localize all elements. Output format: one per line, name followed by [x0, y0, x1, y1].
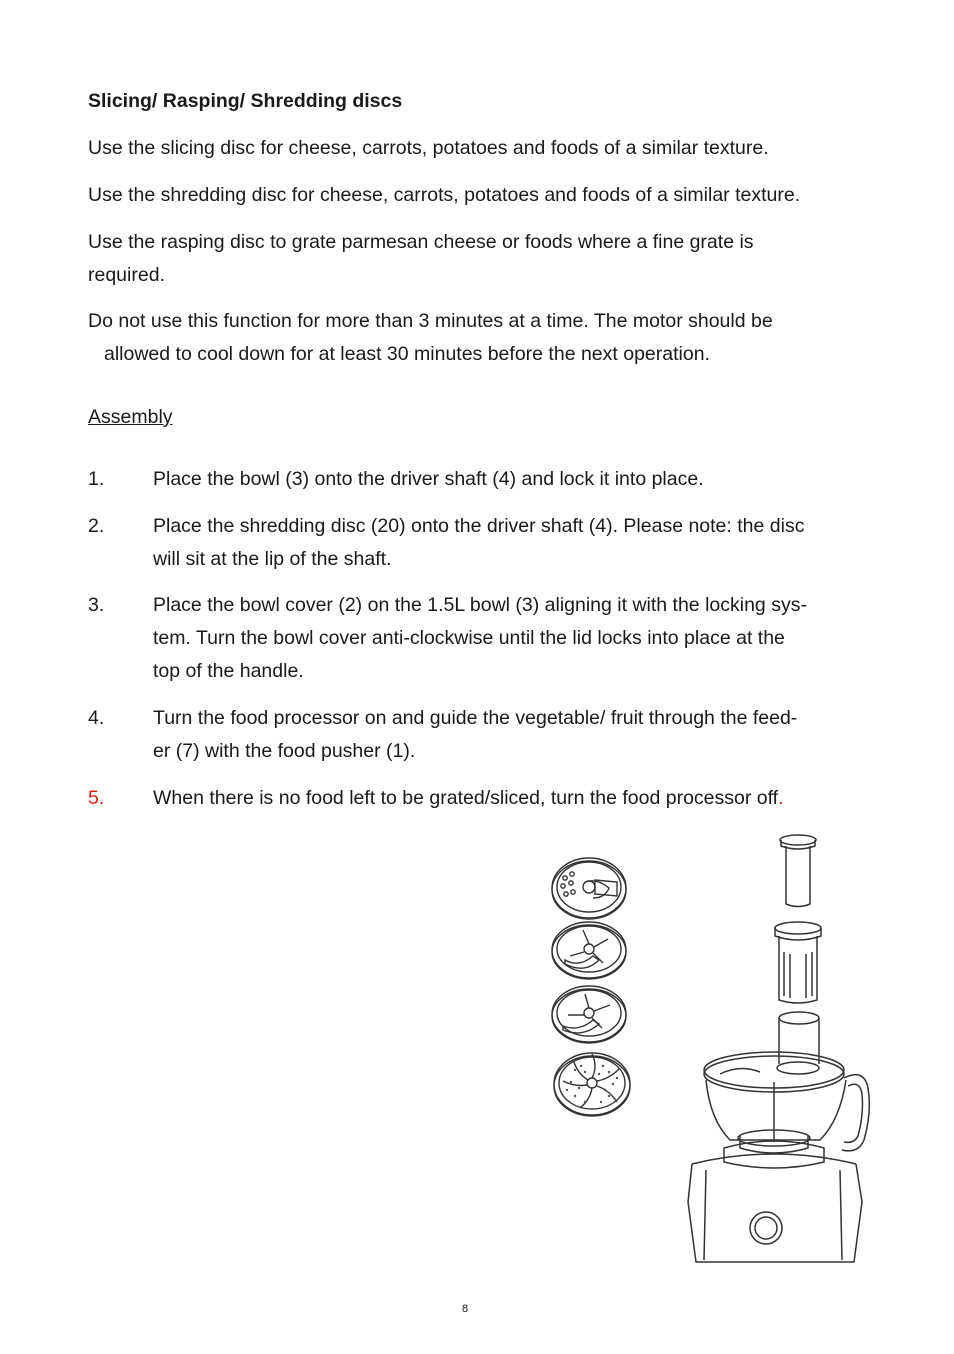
step-line: Place the shredding disc (20) onto the driver shaft (4). Please note: the disc: [153, 515, 805, 537]
shredding-disc-image: [552, 986, 626, 1043]
step-text: [153, 510, 863, 576]
step-line: er (7) with the food pusher (1).: [153, 740, 416, 762]
step-line: When there is no food left to be grated/sliced, turn the food processor off: [153, 787, 779, 809]
slicing-disc-image: [552, 858, 626, 919]
paragraph-rasping-line2: required.: [88, 264, 165, 286]
step-line: Place the bowl (3) onto the driver shaft (4) and lock it into place.: [153, 468, 704, 490]
paragraph-shredding: Use the shredding disc for cheese, carrots, potatoes and foods of a similar texture.: [88, 184, 801, 206]
discs-illustration: [545, 852, 645, 1122]
page-number: 8: [461, 1303, 469, 1315]
food-pusher-image: [780, 835, 816, 907]
grater-disc-image: [554, 1053, 630, 1116]
paragraph-rasping-line1: Use the rasping disc to grate parmesan cheese or foods where a fine grate is: [88, 231, 754, 253]
step-number-highlighted: 5.: [88, 787, 105, 809]
step-line: Turn the food processor on and guide the vegetable/ fruit through the feed-: [153, 707, 798, 729]
assembly-heading: Assembly: [88, 406, 173, 428]
paragraph-warning-line1: Do not use this function for more than 3 minutes at a time. The motor should be: [88, 310, 773, 332]
step-trailing-period: .: [778, 787, 784, 809]
paragraph-warning-line2: allowed to cool down for at least 30 minutes before the next operation.: [104, 343, 710, 365]
feed-tube-insert-image: [775, 922, 821, 1003]
section-heading: Slicing/ Rasping/ Shredding discs: [88, 90, 403, 112]
step-line: tem. Turn the bowl cover anti-clockwise until the lid locks into place at the: [153, 627, 785, 649]
step-number: 2.: [88, 515, 105, 537]
step-text: [153, 589, 863, 688]
step-text: [153, 463, 863, 496]
step-line: Place the bowl cover (2) on the 1.5L bowl (3) aligning it with the locking sys-: [153, 594, 807, 616]
bowl-cover-image: [704, 1012, 844, 1092]
step-number: 3.: [88, 594, 105, 616]
step-text: [153, 782, 863, 815]
rasping-disc-image: [552, 922, 626, 979]
step-text: [153, 702, 863, 768]
food-processor-illustration: [680, 830, 875, 1270]
step-number: 1.: [88, 468, 105, 490]
step-number: 4.: [88, 707, 105, 729]
motor-base-image: [688, 1141, 862, 1262]
paragraph-slicing: Use the slicing disc for cheese, carrots, potatoes and foods of a similar texture.: [88, 137, 769, 159]
step-line: top of the handle.: [153, 660, 304, 682]
step-line: will sit at the lip of the shaft.: [153, 548, 392, 570]
